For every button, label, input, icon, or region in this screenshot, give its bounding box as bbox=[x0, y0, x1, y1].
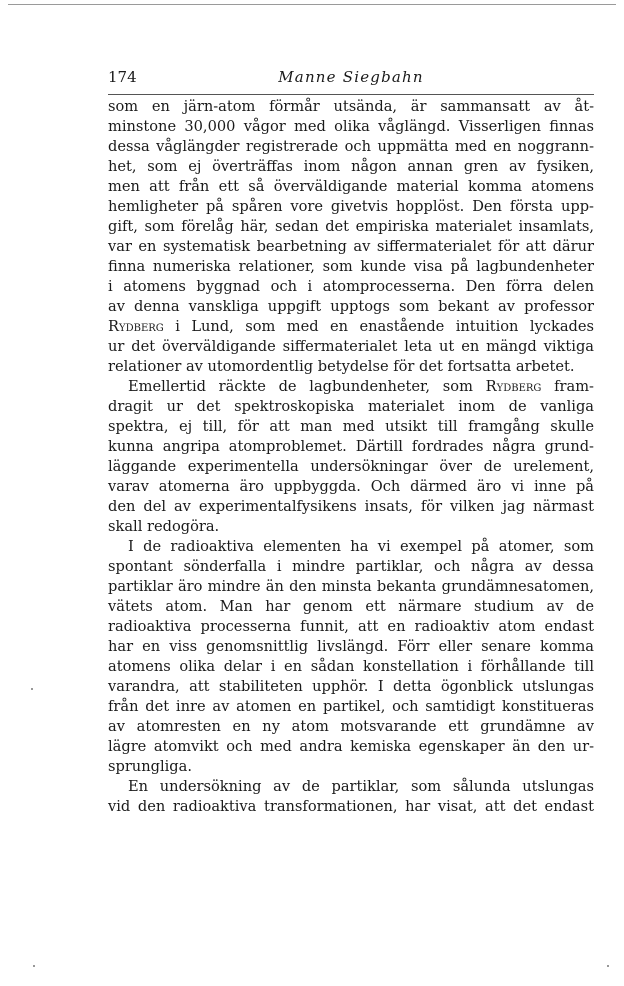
text-line: av denna vanskliga uppgift upptogs som bekant av professor bbox=[108, 298, 594, 315]
text-line: spektra, ej till, för att man med utsikt till framgång skulle bbox=[108, 418, 594, 435]
running-head: Manne Siegbahn bbox=[278, 68, 424, 86]
text-line: från det inre av atomen en partikel, och samtidigt konstitueras bbox=[108, 698, 594, 715]
text-line: har en viss genomsnittlig livslängd. Förr eller senare komma bbox=[108, 638, 594, 655]
text-line: var en systematisk bearbetning av siffermaterialet för att därur bbox=[108, 238, 594, 255]
text-line: skall redogöra. bbox=[108, 518, 220, 535]
text-line: finna numeriska relationer, som kunde visa på lagbundenheter bbox=[108, 258, 594, 275]
line-text: fram- bbox=[541, 378, 594, 395]
text-line: varav atomerna äro uppbyggda. Och därmed äro vi inne på bbox=[108, 478, 594, 495]
top-scan-rule bbox=[8, 4, 616, 5]
text-line: som en järn-atom förmår utsända, är sammansatt av åt- bbox=[108, 98, 594, 115]
author-name: Rydberg bbox=[485, 378, 542, 395]
scan-speck bbox=[33, 965, 35, 967]
text-line: hemligheter på spåren vore givetvis hopplöst. Den första upp- bbox=[108, 198, 594, 215]
page-header bbox=[108, 68, 594, 90]
text-line: av atomresten en ny atom motsvarande ett grundämne av bbox=[108, 718, 594, 735]
text-line: sprungliga. bbox=[108, 758, 192, 775]
page-number: 174 bbox=[108, 68, 137, 86]
text-line bbox=[108, 317, 594, 337]
text-line: i atomens byggnad och i atomprocesserna. Den förra delen bbox=[108, 278, 594, 295]
header-rule bbox=[108, 94, 594, 95]
text-line: radioaktiva processerna funnit, att en radioaktiv atom endast bbox=[108, 618, 594, 635]
text-line: dessa våglängder registrerade och uppmätta med en noggrann- bbox=[108, 138, 594, 155]
text-line: atomens olika delar i en sådan konstellation i förhållande till bbox=[108, 658, 594, 675]
text-line: gift, som förelåg här, sedan det empiriska materialet insamlats, bbox=[108, 218, 594, 235]
text-line: spontant sönderfalla i mindre partiklar, och några av dessa bbox=[108, 558, 594, 575]
text-line: läggande experimentella undersökningar över de urelement, bbox=[108, 458, 594, 475]
line-text: Emellertid räckte de lagbundenheter, som bbox=[128, 378, 486, 395]
text-line: het, som ej överträffas inom någon annan gren av fysiken, bbox=[108, 158, 594, 175]
text-line: den del av experimentalfysikens insats, för vilken jag närmast bbox=[108, 498, 594, 515]
text-line: vätets atom. Man har genom ett närmare studium av de bbox=[108, 598, 594, 615]
text-line bbox=[108, 377, 594, 397]
author-name: Rydberg bbox=[108, 318, 164, 335]
text-line: I de radioaktiva elementen ha vi exempel på atomer, som bbox=[128, 538, 594, 555]
scan-speck bbox=[607, 965, 609, 967]
body-text bbox=[108, 97, 594, 817]
text-line: relationer av utomordentlig betydelse för det fortsatta arbetet. bbox=[108, 358, 575, 375]
text-line: varandra, att stabiliteten upphör. I detta ögonblick utslungas bbox=[108, 678, 594, 695]
text-line: dragit ur det spektroskopiska materialet inom de vanliga bbox=[108, 398, 594, 415]
line-text: i Lund, som med en enastående intuition lyckades bbox=[163, 318, 594, 335]
scan-speck bbox=[31, 688, 33, 690]
text-line: vid den radioaktiva transformationen, har visat, att det endast bbox=[108, 798, 594, 815]
text-line: kunna angripa atomproblemet. Därtill fordrades några grund- bbox=[108, 438, 594, 455]
text-line: partiklar äro mindre än den minsta bekanta grundämnesatomen, bbox=[108, 578, 594, 595]
text-line: men att från ett så överväldigande material komma atomens bbox=[108, 178, 594, 195]
text-line: lägre atomvikt och med andra kemiska egenskaper än den ur- bbox=[108, 738, 594, 755]
text-line: En undersökning av de partiklar, som sålunda utslungas bbox=[128, 778, 594, 795]
text-line: minstone 30,000 vågor med olika våglängd. Visserligen finnas bbox=[108, 118, 594, 135]
text-line: ur det överväldigande siffermaterialet leta ut en mängd viktiga bbox=[108, 338, 594, 355]
